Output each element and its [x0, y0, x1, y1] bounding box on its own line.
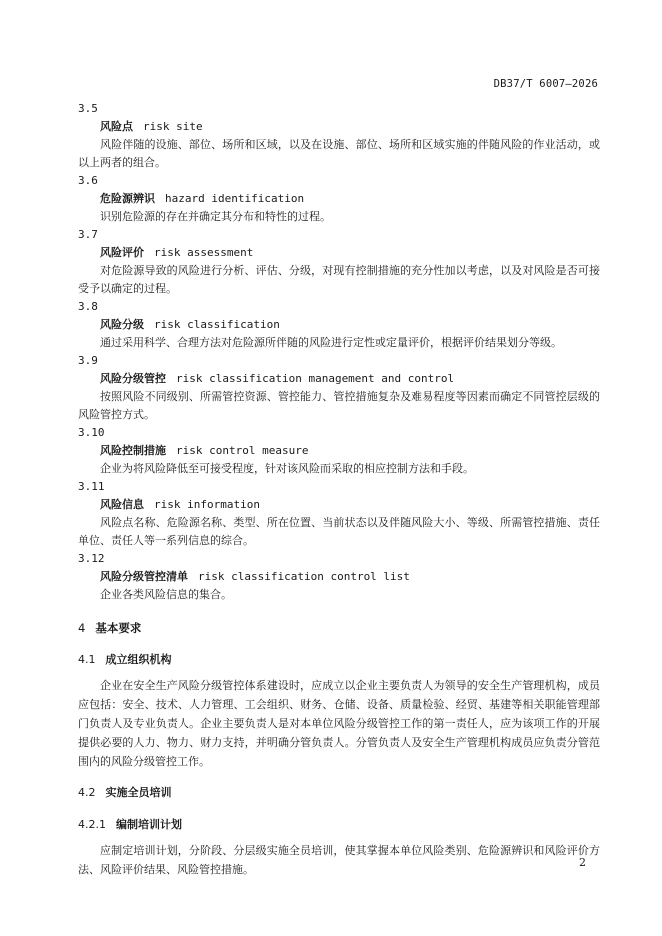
- term-zh: 风险分级: [100, 318, 144, 331]
- term-en: risk information: [154, 498, 260, 511]
- term-heading: [100, 370, 600, 388]
- term-number: 3.8: [78, 300, 98, 313]
- section-4-2-heading: [78, 783, 600, 803]
- term-entry: [78, 424, 600, 478]
- term-number: 3.7: [78, 228, 98, 241]
- page-number: 2: [579, 856, 586, 869]
- section-title: 编制培训计划: [116, 818, 182, 831]
- term-en: risk classification management and control: [176, 372, 455, 385]
- page-content: [78, 100, 600, 879]
- term-definition: 企业为将风险降低至可接受程度，针对该风险而采取的相应控制方法和手段。: [100, 462, 474, 475]
- term-entry: [78, 100, 600, 172]
- term-definition: 风险伴随的设施、部位、场所和区域，以及在设施、部位、场所和区域实施的伴随风险的作业活动，或以上两者的组合。: [78, 138, 600, 169]
- section-4-2-1-paragraph: 应制定培训计划，分阶段、分层级实施全员培训，使其掌握本单位风险类别、危险源辨识和风险评价方法、风险评价结果、风险管控措施。: [78, 844, 600, 876]
- term-number: 3.10: [78, 426, 105, 439]
- section-number: 4.1: [78, 653, 96, 666]
- term-zh: 风险点: [100, 120, 133, 133]
- term-en: risk assessment: [154, 246, 254, 259]
- term-number: 3.12: [78, 552, 105, 565]
- term-heading: [100, 496, 600, 514]
- section-number: 4: [78, 621, 86, 635]
- section-title: 基本要求: [95, 621, 142, 635]
- term-number: 3.6: [78, 174, 98, 187]
- term-en: risk classification: [154, 318, 280, 331]
- term-zh: 风险分级管控清单: [100, 570, 188, 583]
- term-en: risk site: [143, 120, 203, 133]
- term-entry: [78, 550, 600, 604]
- term-en: risk control measure: [176, 444, 309, 457]
- term-number: 3.11: [78, 480, 105, 493]
- term-number: 3.9: [78, 354, 98, 367]
- term-heading: [100, 190, 600, 208]
- section-number: 4.2: [78, 786, 96, 799]
- term-definition: 风险点名称、危险源名称、类型、所在位置、当前状态以及伴随风险大小、等级、所需管控措施、责任单位、责任人等一系列信息的综合。: [78, 516, 600, 547]
- section-title: 成立组织机构: [105, 653, 172, 666]
- standard-code: DB37/T 6007—2026: [493, 78, 598, 90]
- term-zh: 风险信息: [100, 498, 144, 511]
- term-entry: [78, 172, 600, 226]
- section-title: 实施全员培训: [105, 786, 172, 799]
- term-definition: 按照风险不同级别、所需管控资源、管控能力、管控措施复杂及难易程度等因素而确定不同管控层级的风险管控方式。: [78, 390, 600, 421]
- term-entry: [78, 298, 600, 352]
- term-heading: [100, 316, 600, 334]
- term-entry: [78, 478, 600, 550]
- term-entry: [78, 226, 600, 298]
- term-definition: 对危险源导致的风险进行分析、评估、分级，对现有控制措施的充分性加以考虑，以及对风险是否可接受予以确定的过程。: [78, 264, 600, 295]
- section-number: 4.2.1: [78, 818, 106, 831]
- section-4-heading: [78, 618, 600, 638]
- term-heading: [100, 244, 600, 262]
- term-heading: [100, 568, 600, 586]
- term-heading: [100, 442, 600, 460]
- term-en: hazard identification: [165, 192, 305, 205]
- term-zh: 风险控制措施: [100, 444, 166, 457]
- term-zh: 风险评价: [100, 246, 144, 259]
- section-4-2-1-heading: [78, 815, 600, 835]
- term-definition: 识别危险源的存在并确定其分布和特性的过程。: [100, 210, 331, 223]
- term-zh: 危险源辨识: [100, 192, 155, 205]
- section-4-1-paragraph: 企业在安全生产风险分级管控体系建设时，应成立以企业主要负责人为领导的安全生产管理机构，成员应包括：安全、技术、人力管理、工会组织、财务、仓储、设备、质量检验、经贸、基建等相关职能管理部门负责人及专业负责人。企业主要负责人是对本单位风险分级管控工作的第一责任人，应为该项工作的开展提供必要的人力、物力、财力支持，并明确分管负责人。分管负责人及安全生产管理机构成员应负责分管范围内的风险分级管控工作。: [78, 679, 600, 768]
- term-zh: 风险分级管控: [100, 372, 166, 385]
- term-definition: 企业各类风险信息的集合。: [100, 588, 232, 601]
- section-4-1-heading: [78, 650, 600, 670]
- term-definition: 通过采用科学、合理方法对危险源所伴随的风险进行定性或定量评价，根据评价结果划分等级。: [100, 336, 562, 349]
- term-entry: [78, 352, 600, 424]
- term-en: risk classification control list: [198, 570, 410, 583]
- term-number: 3.5: [78, 102, 98, 115]
- term-heading: [100, 118, 600, 136]
